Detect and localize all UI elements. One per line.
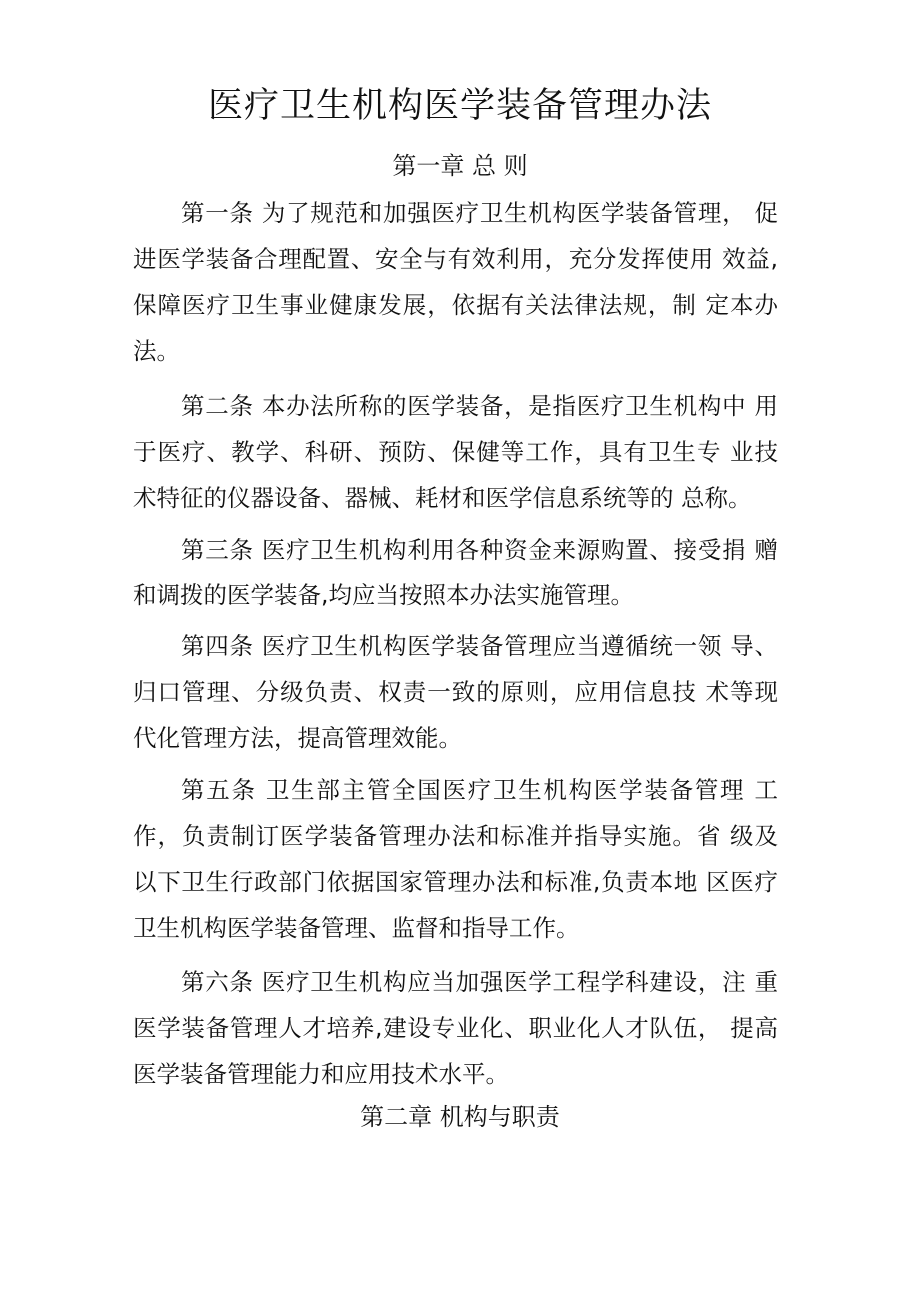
text-line: 第一条 为了规范和加强医疗卫生机构医学装备管理， 促: [181, 199, 778, 227]
text-line: 进医学装备合理配置、安全与有效利用，充分发挥使用 效益,: [133, 245, 778, 273]
document-title: 医疗卫生机构医学装备管理办法: [207, 86, 712, 126]
text-line: 法。: [133, 337, 180, 365]
article-1: [133, 190, 778, 374]
text-line: 作，负责制订医学装备管理办法和标准并指导实施。省 级及: [133, 822, 778, 850]
text-line: 第四条 医疗卫生机构医学装备管理应当遵循统一领 导、: [181, 632, 778, 660]
text-line: 和调拨的医学装备,均应当按照本办法实施管理。: [133, 581, 634, 609]
article-4: [133, 623, 778, 761]
text-line: 归口管理、分级负责、权责一致的原则，应用信息技 术等现: [133, 678, 778, 706]
text-line: 第三条 医疗卫生机构利用各种资金来源购置、接受捐 赠: [181, 536, 778, 564]
text-line: 第六条 医疗卫生机构应当加强医学工程学科建设，注 重: [181, 968, 778, 996]
text-line: 第五条 卫生部主管全国医疗卫生机构医学装备管理 工: [181, 776, 778, 804]
article-3: [133, 529, 778, 618]
chapter-heading-2: 第二章 机构与职责: [360, 1103, 560, 1131]
article-6: [133, 959, 778, 1097]
text-line: 第二条 本办法所称的医学装备，是指医疗卫生机构中 用: [181, 392, 778, 420]
text-line: 术特征的仪器设备、器械、耗材和医学信息系统等的 总称。: [133, 484, 752, 512]
text-line: 卫生机构医学装备管理、监督和指导工作。: [133, 914, 580, 942]
text-line: 代化管理方法，提高管理效能。: [133, 724, 462, 752]
article-2: [133, 383, 778, 521]
chapter-heading-1: 第一章 总 则: [392, 152, 528, 180]
article-5: [133, 767, 778, 951]
text-line: 以下卫生行政部门依据国家管理办法和标准,负责本地 区医疗: [133, 868, 778, 896]
text-line: 医学装备管理能力和应用技术水平。: [133, 1060, 509, 1088]
text-line: 于医疗、教学、科研、预防、保健等工作，具有卫生专 业技: [133, 438, 778, 466]
text-line: 保障医疗卫生事业健康发展，依据有关法律法规，制 定本办: [133, 291, 778, 319]
text-line: 医学装备管理人才培养,建设专业化、职业化人才队伍， 提高: [133, 1014, 778, 1042]
